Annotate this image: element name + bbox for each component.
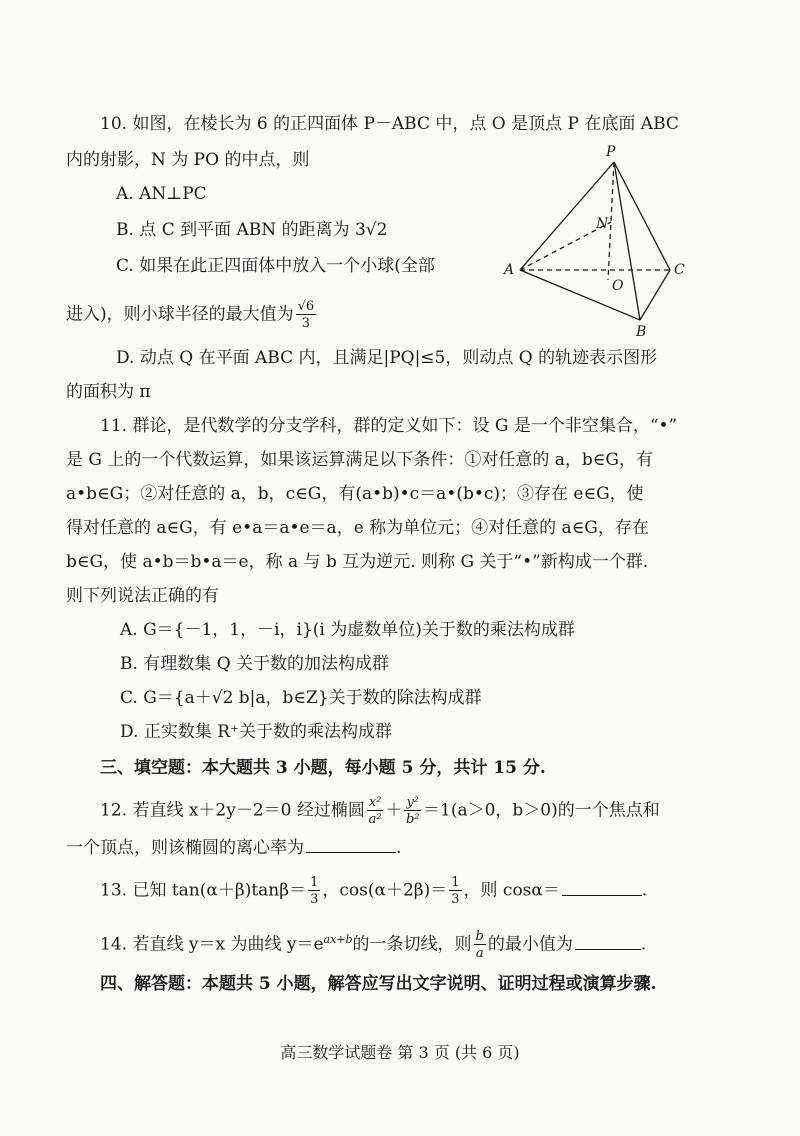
q11-option-a: A. G＝{－1，1，－i，i}(i 为虚数单位)关于数的乘法构成群 <box>120 620 575 640</box>
q12-end: . <box>396 838 402 858</box>
section-4-heading: 四、解答题：本题共 5 小题，解答应写出文字说明、证明过程或演算步骤. <box>100 974 657 994</box>
q13-line <box>100 876 647 906</box>
q14-fraction <box>474 930 486 960</box>
fraction-numerator: x² <box>368 795 382 810</box>
q11-line4: 得对任意的 a∈G，有 e•a＝a•e＝a，e 称为单位元；④对任意的 a∈G，存在 <box>66 518 649 538</box>
fraction-denominator: a <box>475 946 484 962</box>
q12-answer-blank[interactable] <box>306 836 396 853</box>
q14-answer-blank[interactable] <box>575 933 641 950</box>
label-b: B <box>636 324 647 340</box>
q11-option-b: B. 有理数集 Q 关于数的加法构成群 <box>120 654 390 674</box>
q11-option-c: C. G＝{a＋√2 b|a，b∈Z}关于数的除法构成群 <box>120 688 482 708</box>
q10-option-d-line1: D. 动点 Q 在平面 ABC 内，且满足|PQ|≤5，则动点 Q 的轨迹表示图形 <box>116 348 658 368</box>
q14-text-mid: 的一条切线，则 <box>352 934 472 955</box>
tetrahedron-figure <box>500 140 710 340</box>
q10-option-c-line1: C. 如果在此正四面体中放入一个小球(全部 <box>116 256 435 276</box>
edge-bc <box>640 270 670 320</box>
q14-text-post: 的最小值为 <box>487 934 573 955</box>
label-n: N <box>596 216 609 232</box>
q10-line2: 内的射影，N 为 PO 的中点，则 <box>66 150 310 170</box>
label-o: O <box>612 278 624 294</box>
label-p: P <box>606 144 616 160</box>
q13-text-mid: ，cos(α＋2β)＝ <box>322 880 448 901</box>
q13-text-pre: 13. 已知 tan(α＋β)tanβ＝ <box>100 880 307 901</box>
q12-line1 <box>100 796 660 826</box>
q14-text-pre: 14. 若直线 y＝x 为曲线 y＝e <box>100 934 324 955</box>
q10-option-c-text: 进入)，则小球半径的最大值为 <box>66 304 294 325</box>
q11-option-d: D. 正实数集 R⁺关于数的乘法构成群 <box>120 722 393 742</box>
q10-option-b: B. 点 C 到平面 ABN 的距离为 3√2 <box>116 220 388 240</box>
segment-po-dashed <box>608 162 614 280</box>
q14-exponent: ax+b <box>323 933 353 946</box>
q12-fraction-y <box>404 796 421 826</box>
label-c: C <box>674 262 685 278</box>
page-footer: 高三数学试题卷 第 3 页 (共 6 页) <box>280 1043 520 1062</box>
q11-line6: 则下列说法正确的有 <box>66 586 219 606</box>
fraction-numerator: b <box>475 929 484 945</box>
q12-text-pre: 12. 若直线 x＋2y－2＝0 经过椭圆 <box>100 800 365 821</box>
fraction-numerator: √6 <box>297 299 315 314</box>
q10-option-c-line2 <box>66 300 318 330</box>
q14-end: . <box>640 934 647 955</box>
q12-line2 <box>66 836 401 860</box>
q10-option-d-line2: 的面积为 π <box>66 382 151 402</box>
q12-plus: ＋ <box>385 800 403 821</box>
fraction-numerator: y² <box>406 795 419 810</box>
q14-line <box>100 928 646 960</box>
q11-line2: 是 G 上的一个代数运算，如果该运算满足以下条件：①对任意的 a，b∈G，有 <box>66 450 653 470</box>
q10-line1: 10. 如图，在棱长为 6 的正四面体 P－ABC 中，点 O 是顶点 P 在底面 ABC <box>100 114 679 134</box>
q12-fraction-x <box>367 796 384 826</box>
q13-end: . <box>641 880 648 901</box>
q13-answer-blank[interactable] <box>562 879 642 896</box>
q11-line1: 11. 群论，是代数学的分支学科，群的定义如下：设 G 是一个非空集合，“•” <box>100 416 678 436</box>
q13-fraction-1 <box>308 876 320 906</box>
fraction-denominator: 3 <box>451 892 460 907</box>
q10-option-a: A. AN⊥PC <box>116 184 207 204</box>
fraction-denominator: 3 <box>301 316 311 331</box>
q10-option-c-fraction <box>296 300 317 330</box>
section-3-heading: 三、填空题：本大题共 3 小题，每小题 5 分，共计 15 分. <box>100 758 546 778</box>
fraction-numerator: 1 <box>310 875 319 890</box>
q12-line2-text: 一个顶点，则该椭圆的离心率为 <box>66 838 304 858</box>
q12-text-post: ＝1(a＞0，b＞0)的一个焦点和 <box>423 800 660 821</box>
fraction-denominator: b² <box>405 812 420 827</box>
fraction-denominator: a² <box>368 812 382 827</box>
q13-fraction-2 <box>449 876 461 906</box>
q13-text-post: ，则 cosα＝ <box>463 880 560 901</box>
label-a: A <box>504 262 515 278</box>
q11-line3: a•b∈G；②对任意的 a，b，c∈G，有(a•b)•c＝a•(b•c)；③存在 e∈G，使 <box>66 484 644 504</box>
fraction-denominator: 3 <box>310 892 319 907</box>
fraction-numerator: 1 <box>451 875 460 890</box>
q11-line5: b∈G，使 a•b＝b•a＝e，称 a 与 b 互为逆元. 则称 G 关于“•”新构成一个群. <box>66 552 649 572</box>
